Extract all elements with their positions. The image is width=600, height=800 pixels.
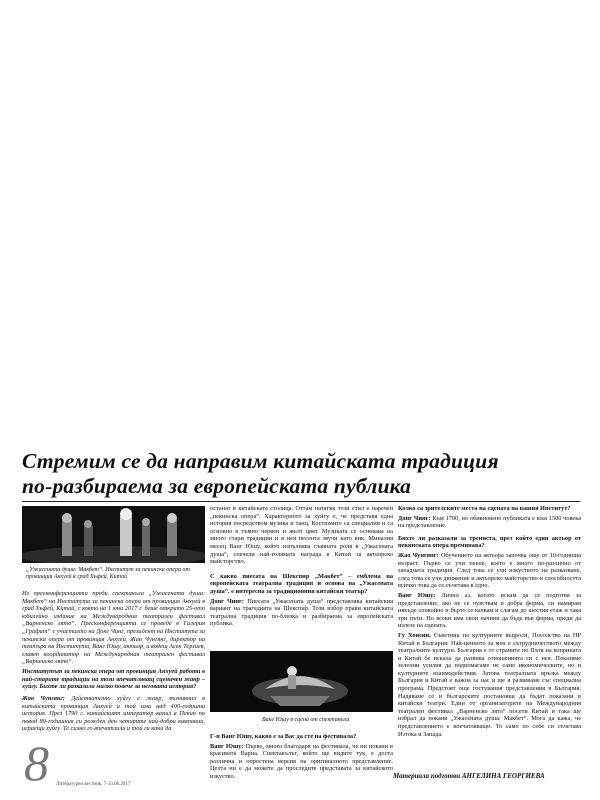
answer-3: Първо, много благодаря на фестивала, че ни покани в красивата Варна. Спектакълът, който ще видите тук, е доста различна и опростена версия на оригиналното представление. Целта ни е да можете да проследите представата за китайското изкуство.	[210, 742, 393, 780]
question-4: Колко са зрителските места на сцената на вашия Институт?	[398, 505, 571, 512]
headline-line-1: Стремим се да направим китайската традиция	[22, 449, 499, 473]
question-2: С какво пиесата на Шекспир „Макбет“ – емблема на европейската театрална традиция и основа на „Ужасената душа“, е интересна за традиционния китайски театър?	[210, 572, 393, 595]
question-1: Институтът за пекинска опера от провинция Анхуей работи в най-старите традиции на този впечатляващ сценичен жанр – хуйгу. Бихте ли разказали малко повече за неговата история?	[22, 667, 205, 691]
performer-illustration	[210, 651, 393, 712]
answer-1: Действително хуйгу е жанр, възникнал в китайската провинция Анхуей и той има над 400-годишна история. През 1790 г. китайският император канил в Пекин по повод 80-годишния си рожден ден четирите най-добри компании, играещи хуйгу. Те силно го впечатлили и той ги кани да	[22, 695, 205, 733]
page-number: 8	[24, 735, 49, 791]
answer-4-speaker: Донг Чинг:	[398, 514, 431, 522]
author-credit: Материала подготви АНГЕЛИНА ГЕОРГИЕВА	[393, 772, 545, 780]
answer-3-speaker: Ванг Юшу:	[210, 742, 244, 750]
opera-stage-illustration	[22, 506, 205, 563]
photo-caption-2: Ванг Юшу в сцена от спектакъла	[262, 717, 350, 723]
headline-rule	[22, 501, 580, 502]
column-3	[398, 505, 581, 740]
opera-photo-wang-yushu	[210, 651, 393, 712]
answer-1-speaker: Жао Чунгянг:	[22, 695, 65, 702]
answer-4: Към 1700, но обикновено публиката е към 1500 човека на представление.	[398, 514, 581, 530]
headline	[22, 449, 582, 499]
answer-7: Най-ценното за мен е сътрудничеството между театралните култури. България е от страните по Пътя на коприната и Китай бе искала да развива отношенията си с нея. Показвме зеленни усилия да подпомагаме не само икономическите, но и културните взаимодействия. Затова театралната връзка между България и Китай е важна за нас и ще я развиваме със специална програма. Предстоят още гостувания представления в България. Надяваме се и българските постановки да бъдат показани в китайски театри. Един от организаторите на Международния театрален фестивал „Варненско лято“ посети Китай и така ще избрал да покани „Ужасената душа: Макбет“. Мога да кажа, че представлението е впечатляващо. То само по себе си съчетава Изтока и Запада.	[398, 639, 581, 738]
answer-7-speaker: Гу Хонсин,	[398, 631, 431, 639]
intro-paragraph: Из пресконференцията преди спектакъла „Ужасената душа: Макбет“ на Института за пекинска опера от провинция Анхуей в град Хъфей, Китай, с която на 1 юни 2017 г. беше открито 25-ото юбилейно издание на Международния театрален фестивал „Варненско лято“. Пресконференцията се проведе в Галерия „Графит“ с участието на Донг Чинг, президент на Института за пекинска опера от провинция Анхуей, Жао Чунгянг, директор на театъра на Института, Ванг Юшу, актьор, и водещ Асен Терзиев, главен координатор на Международния театрален фестивал „Варненско лято“.	[22, 590, 206, 666]
opera-photo-macbeth	[22, 506, 205, 563]
question-3: Г-н Ванг Юшу, какво е за Вас да сте на фестивала?	[210, 733, 357, 740]
answer-2-speaker: Донг Чинг:	[210, 597, 245, 605]
column-2-bottom	[210, 733, 393, 783]
answer-5-speaker: Жао Чунгянг:	[398, 551, 439, 559]
answer-6: Лично аз, когато искам да се подготвя за представление, ако не се чувствам в добра форма, си намирам някъде спокойно и бързо се качвам и слагам до шестия етаж и така три пъти. Но всеки има свои начини да бъде във форма, преди да излезе на сцената.	[398, 591, 581, 630]
column-1	[22, 590, 205, 693]
column-2	[210, 505, 393, 630]
footer-publication: Литературен вестник, 7-13.06.2017	[56, 782, 131, 787]
answer-7-role: Съветник по културните въпроси, Посолство на НР Китай в България:	[398, 631, 581, 647]
column-1-answer	[22, 695, 205, 735]
answer-2: Пиесата „Ужасената душа“ представлява китайския вариант на трагедията на Шекспир. Този избор прави китайската театрална традиция по-близка и разбираема за европейската публика.	[210, 597, 393, 628]
headline-line-2: по-разбираема за европейската публика	[22, 474, 412, 498]
answer-5: Обучението на актьора започва още от 10-годишна възраст. Първо се учи пеене, което е много по-различно от западната традиция. След това се учи изкуството на разказване, след това се учи движение и актьорско майсторство и способността всичко това да се съчетава в едно.	[398, 551, 581, 590]
photo-caption-1: „Ужасената душа: Макбет“. Институт за пекинска опера от провинция Анхуей в град Хъфей, Китай	[26, 567, 190, 580]
answer-6-speaker: Ванг Юшу:	[398, 591, 436, 599]
question-5: Бихте ли разказали за трениста, през който един актьор от пекинската опера преминава?	[398, 534, 581, 550]
column-2-continuation: останат в китайската столица. Оттам нататък този стил е наречен „пекинска опера“. Характерното за хуйгу е, че представя една история посредством музика и танц. Костюмите са специални и са основно в тъмно червен и жълт цвят. Музиката се основава на много стари традиции и в нея песента звучи като вик. Миналия месец Ванг Юшу, който изпълнява главната роля в „Ужасената душа“, спечели най-голямата награда в Китай за актьорско майсторство.	[210, 505, 393, 566]
